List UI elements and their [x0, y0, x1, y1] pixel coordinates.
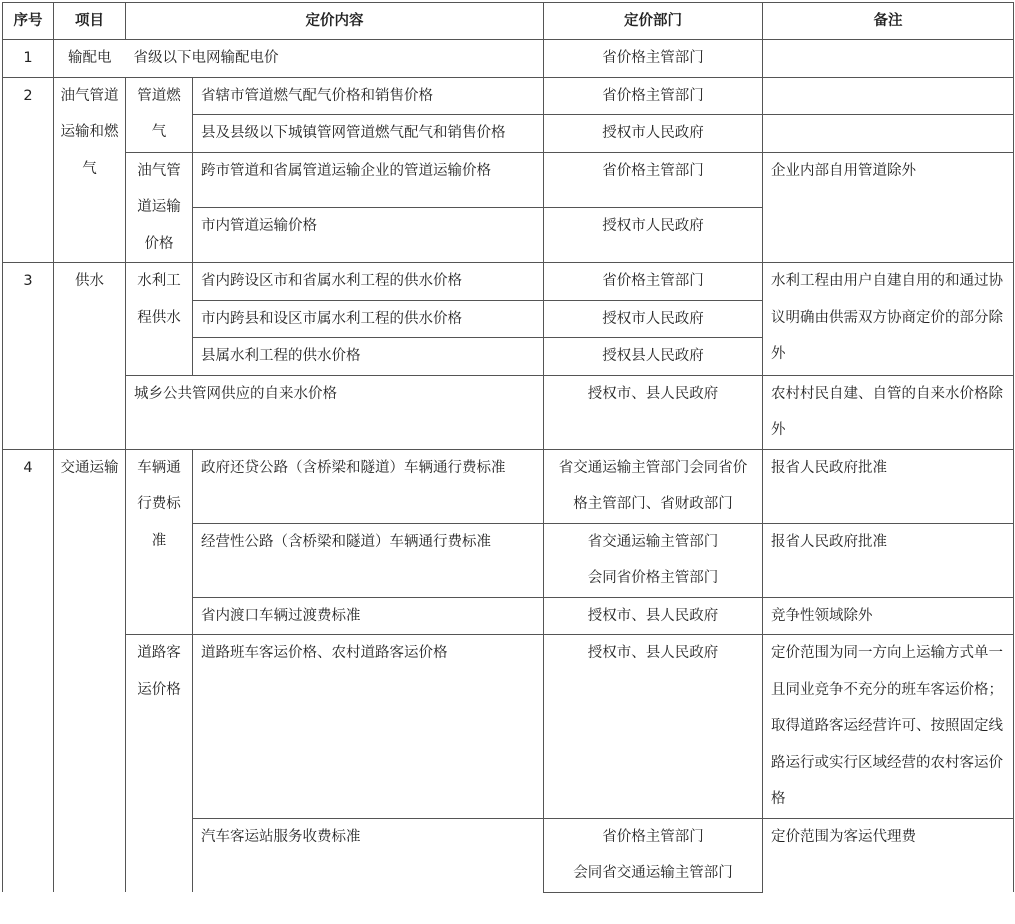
dept-cell: 授权县人民政府: [544, 338, 763, 376]
subcategory-cell: 车辆通行费标准: [126, 449, 193, 635]
content-cell: 县属水利工程的供水价格: [193, 338, 544, 376]
note-cell: [763, 40, 1014, 78]
note-cell: 农村村民自建、自管的自来水价格除外: [763, 375, 1014, 449]
note-cell: [763, 115, 1014, 153]
seq-cell: 4: [3, 449, 54, 892]
header-note: 备注: [763, 3, 1014, 40]
note-cell: 报省人民政府批准: [763, 449, 1014, 523]
dept-cell: 授权市、县人民政府: [544, 597, 763, 635]
dept-line: 会同省价格主管部门: [587, 570, 719, 586]
dept-line: 会同省交通运输主管部门: [573, 865, 733, 881]
note-cell: 定价范围为客运代理费: [763, 818, 1014, 892]
item-cell: 输配电: [54, 40, 126, 78]
dept-cell: 授权市、县人民政府: [544, 635, 763, 819]
content-cell: 省级以下电网输配电价: [126, 40, 544, 78]
subcategory-cell: 管道燃气: [126, 77, 193, 152]
content-cell: 经营性公路（含桥梁和隧道）车辆通行费标准: [193, 523, 544, 597]
dept-cell: 授权市、县人民政府: [544, 375, 763, 449]
content-cell: 政府还贷公路（含桥梁和隧道）车辆通行费标准: [193, 449, 544, 523]
dept-line: 省交通运输主管部门: [587, 533, 719, 550]
table-row: [3, 77, 1014, 115]
dept-cell: 省价格主管部门: [544, 152, 763, 207]
note-cell: 企业内部自用管道除外: [763, 152, 1014, 263]
content-cell: 市内管道运输价格: [193, 207, 544, 262]
seq-cell: 2: [3, 77, 54, 263]
subcategory-cell: 水利工程供水: [126, 263, 193, 376]
content-cell: 道路班车客运价格、农村道路客运价格: [193, 635, 544, 819]
dept-cell: 授权市人民政府: [544, 300, 763, 338]
header-dept: 定价部门: [544, 3, 763, 40]
header-content: 定价内容: [126, 3, 544, 40]
content-cell: 城乡公共管网供应的自来水价格: [126, 375, 544, 449]
note-cell: 水利工程由用户自建自用的和通过协议明确由供需双方协商定价的部分除外: [763, 263, 1014, 376]
dept-cell: 省价格主管部门: [544, 40, 763, 78]
content-cell: 市内跨县和设区市属水利工程的供水价格: [193, 300, 544, 338]
table-header-row: [3, 3, 1014, 40]
note-cell: 定价范围为同一方向上运输方式单一且同业竞争不充分的班车客运价格；取得道路客运经营许可、按照固定线路运行或实行区域经营的农村客运价格: [763, 635, 1014, 819]
seq-cell: 3: [3, 263, 54, 450]
note-cell: [763, 77, 1014, 115]
dept-line: 省价格主管部门: [602, 828, 704, 845]
content-cell: 跨市管道和省属管道运输企业的管道运输价格: [193, 152, 544, 207]
content-cell: 县及县级以下城镇管网管道燃气配气和销售价格: [193, 115, 544, 153]
dept-cell: [544, 523, 763, 597]
table-row: [3, 152, 1014, 207]
dept-cell: 省价格主管部门: [544, 263, 763, 301]
header-seq: 序号: [3, 3, 54, 40]
dept-cell: [544, 818, 763, 892]
dept-cell: 省价格主管部门: [544, 77, 763, 115]
subcategory-cell: 道路客运价格: [126, 635, 193, 893]
seq-cell: 1: [3, 40, 54, 78]
dept-cell: 授权市人民政府: [544, 207, 763, 262]
note-cell: 竞争性领域除外: [763, 597, 1014, 635]
item-cell: 交通运输: [54, 449, 126, 892]
dept-cell: 授权市人民政府: [544, 115, 763, 153]
item-cell: 供水: [54, 263, 126, 450]
note-cell: 报省人民政府批准: [763, 523, 1014, 597]
content-cell: 省辖市管道燃气配气价格和销售价格: [193, 77, 544, 115]
item-cell: 油气管道运输和燃气: [54, 77, 126, 263]
table-row: [3, 449, 1014, 523]
table-row: [3, 263, 1014, 301]
table-row: [3, 375, 1014, 449]
content-cell: 省内跨设区市和省属水利工程的供水价格: [193, 263, 544, 301]
subcategory-cell: 油气管道运输价格: [126, 152, 193, 263]
pricing-catalog-table: [2, 2, 1014, 893]
content-cell: 汽车客运站服务收费标准: [193, 818, 544, 892]
table-row: [3, 635, 1014, 819]
table-row: [3, 40, 1014, 78]
dept-cell: 省交通运输主管部门会同省价格主管部门、省财政部门: [544, 449, 763, 523]
content-cell: 省内渡口车辆过渡费标准: [193, 597, 544, 635]
header-item: 项目: [54, 3, 126, 40]
